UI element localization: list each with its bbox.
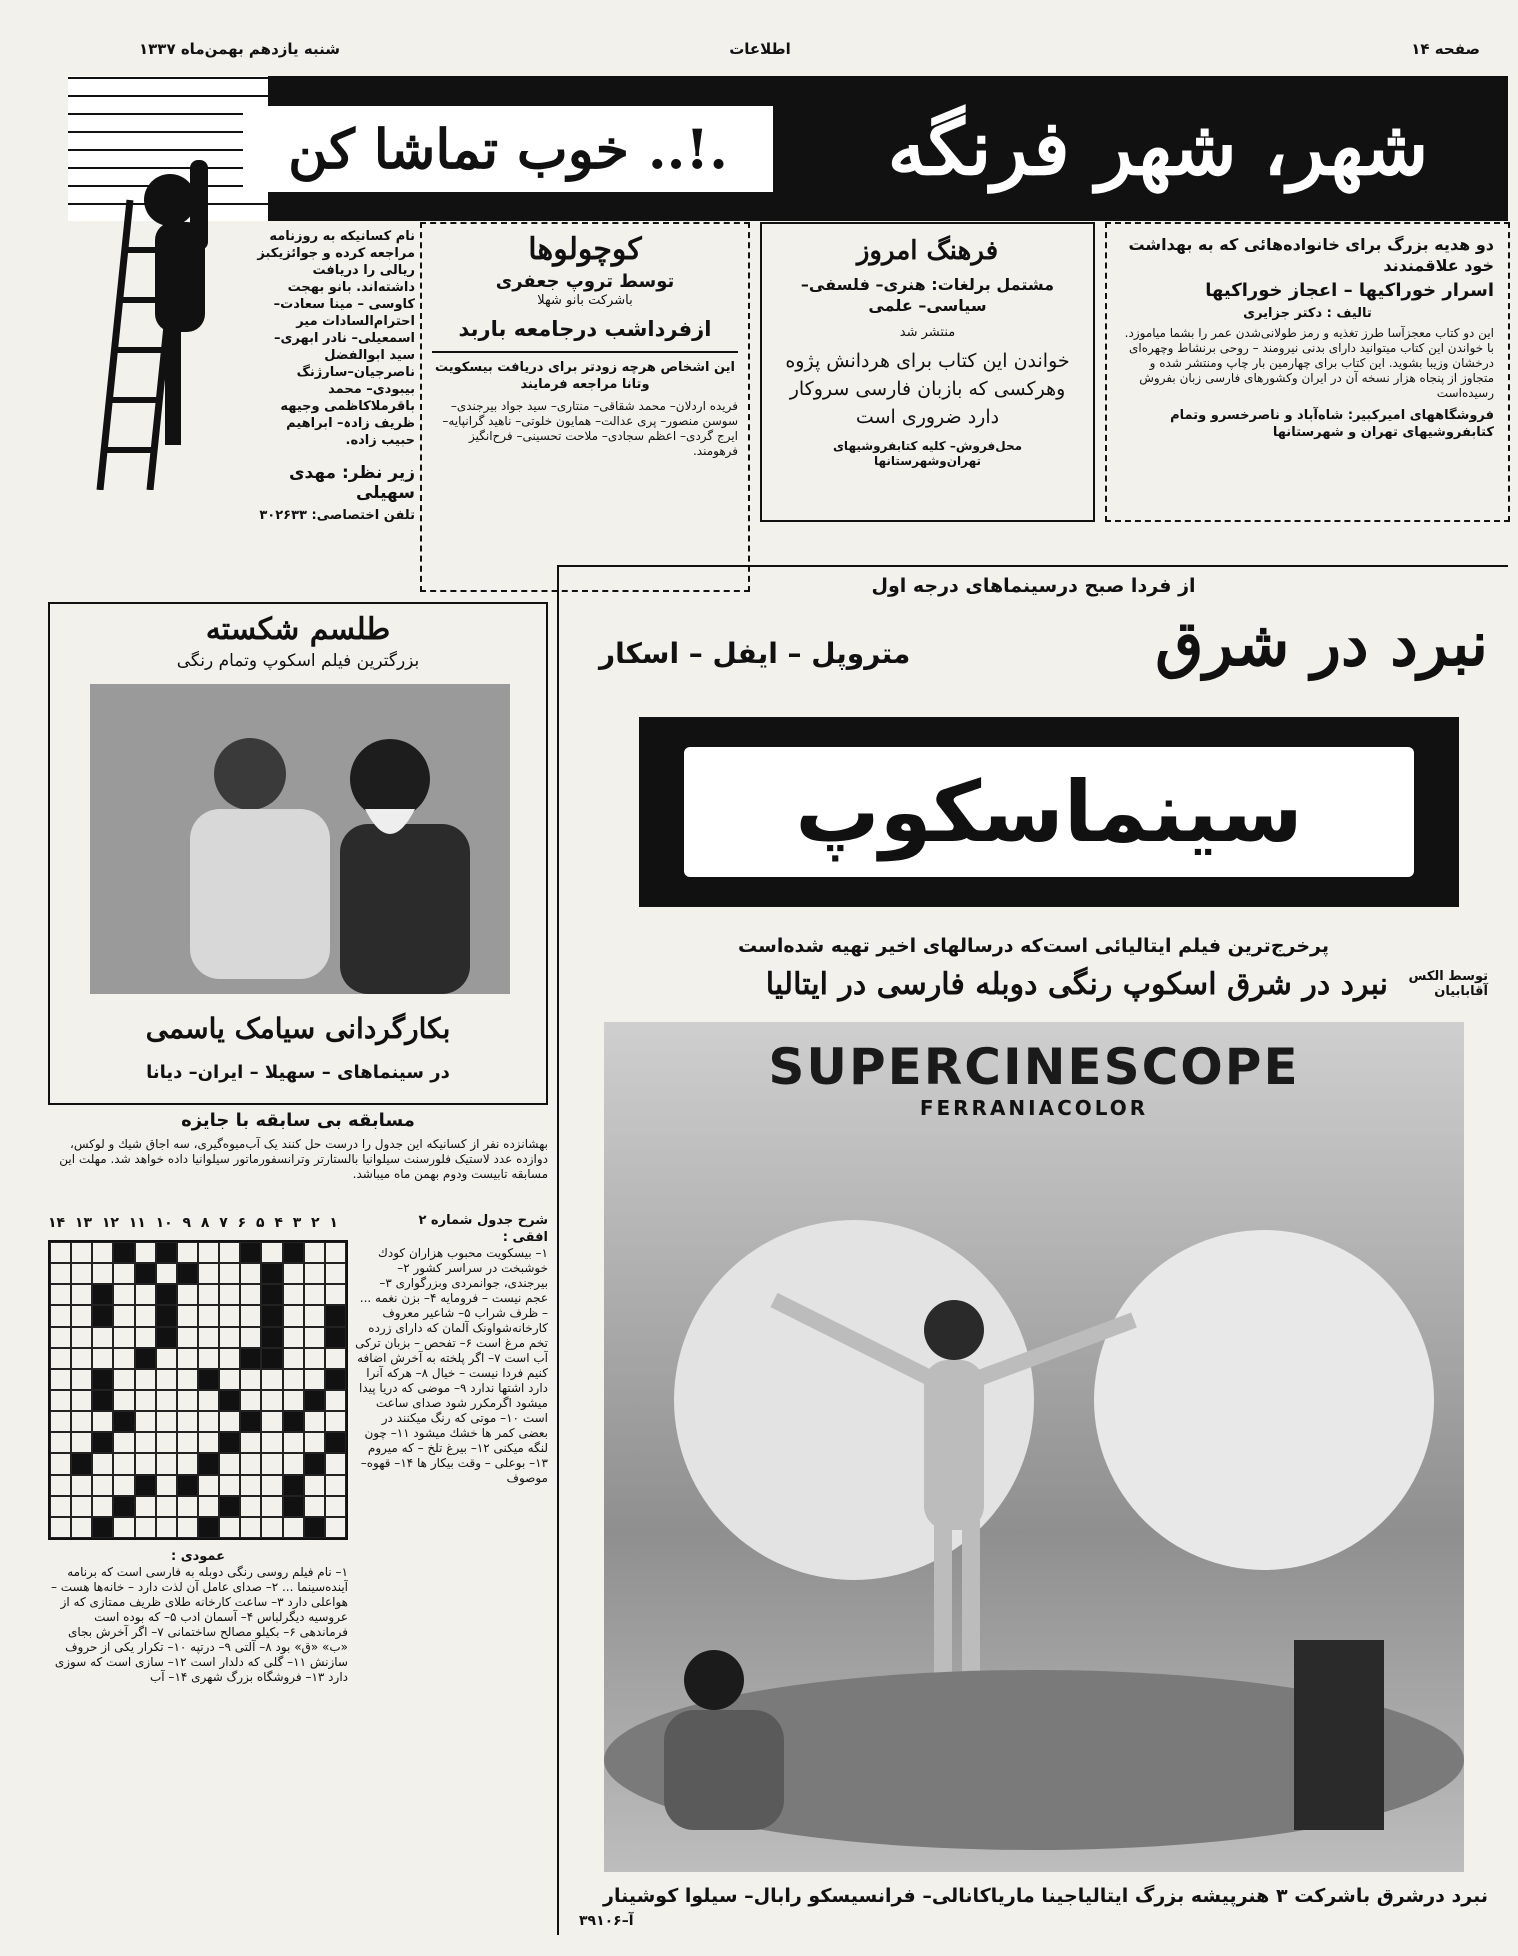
banner-title: شهر، شهر فرنگه [887,103,1429,192]
ad-theatre [420,222,750,592]
crossword-cell[interactable] [71,1348,92,1369]
ad-prize-supervision: زیر نظر: مهدی سهیلی [288,463,415,503]
crossword-cell[interactable] [50,1242,71,1263]
crossword-cell[interactable] [92,1411,113,1432]
crossword-cell[interactable] [240,1263,261,1284]
crossword-cell[interactable] [71,1327,92,1348]
ad-theatre-winners: فریده اردلان– محمد شقاقی– منتاری– سید جواد بیرجندی– سوسن منصور– پری عدالت– همایون خلوتی– ناهید گرانپایه– ایرج گردی– اعظم سجادی– ملاحت تحسینی– فرح‌انگیز فرهومند. [442,399,738,458]
crossword-vertical-label: عمودی : [170,1549,226,1564]
crossword-cell[interactable] [198,1263,219,1284]
crossword-cell[interactable] [304,1263,325,1284]
crossword-cell[interactable] [283,1348,304,1369]
ad-books [1105,222,1510,522]
crossword-cell[interactable] [198,1242,219,1263]
ad-books-title: اسرار خوراکیها – اعجاز خوراکیها [1205,280,1494,301]
crossword-cell[interactable] [304,1411,325,1432]
crossword-cell[interactable] [261,1475,282,1496]
crossword-cell[interactable] [92,1475,113,1496]
crossword-cell[interactable] [304,1475,325,1496]
crossword-cell[interactable] [198,1496,219,1517]
crossword-cell[interactable] [113,1263,134,1284]
crossword-cell[interactable] [325,1263,346,1284]
main-ad-top: از فردا صبح درسینماهای درجه اول [871,575,1196,597]
crossword-cell[interactable] [113,1390,134,1411]
crossword-cell[interactable] [113,1305,134,1326]
crossword-cell[interactable] [198,1305,219,1326]
ad-dictionary [760,222,1095,522]
main-ad-dubbed-by: توسط الکس آقابابیان [1408,969,1488,999]
crossword-cell [325,1305,346,1326]
crossword-cell[interactable] [240,1305,261,1326]
crossword-cell[interactable] [177,1496,198,1517]
crossword-cell[interactable] [177,1327,198,1348]
crossword-cell[interactable] [177,1348,198,1369]
crossword-cell[interactable] [177,1305,198,1326]
crossword-clues-horizontal [355,1212,548,1632]
crossword-cell[interactable] [135,1284,156,1305]
main-ad-cinemas: متروپل – ایفل – اسکار [599,637,911,670]
crossword-cell[interactable] [219,1284,240,1305]
crossword-cell[interactable] [50,1411,71,1432]
crossword-cell [261,1327,282,1348]
ad-dictionary-stores: محل‌فروش– کلیه کتابفروشیهای تهران‌وشهرستانها [832,439,1023,468]
crossword-cell[interactable] [304,1284,325,1305]
page-number: صفحه ۱۴ [1411,40,1480,58]
crossword-cell [156,1305,177,1326]
crossword-cell [240,1242,261,1263]
crossword-cell [92,1432,113,1453]
crossword-cell[interactable] [198,1475,219,1496]
ad-prize-phone: تلفن اختصاصی: ۳۰۲۶۳۳ [259,508,415,523]
crossword-cell[interactable] [177,1369,198,1390]
crossword-cell[interactable] [240,1390,261,1411]
crossword-cell[interactable] [135,1432,156,1453]
ad-theatre-date: ازفرداشب درجامعه باربد [458,317,712,341]
crossword-cell[interactable] [240,1453,261,1474]
crossword-cell[interactable] [113,1348,134,1369]
crossword-cell [283,1475,304,1496]
crossword-cell [283,1496,304,1517]
crossword-cell[interactable] [283,1263,304,1284]
crossword-cell[interactable] [113,1432,134,1453]
ad-theatre-winners-intro: این اشخاص هرچه زودتر برای دریافت بیسکویت وتانا مراجعه فرمایند [434,360,736,392]
main-film-ad [557,565,1508,1935]
crossword-explain-title: شرح جدول شماره ۲ [418,1213,548,1228]
crossword-cell[interactable] [92,1327,113,1348]
crossword-cell[interactable] [135,1369,156,1390]
crossword-cell[interactable] [113,1453,134,1474]
film-left-cinemas: در سینماهای – سهیلا – ایران– دیانا [146,1062,450,1083]
crossword-cell [177,1475,198,1496]
crossword-cell [135,1348,156,1369]
ad-dictionary-status: منتشر شد [899,325,956,340]
crossword-cell[interactable] [177,1284,198,1305]
main-ad-cast: نبرد درشرق باشرکت ۳ هنرپیشه بزرگ ایتالیا‌جینا ماریاکانالی– فرانسیسکو رابال– سیلوا کوشینار [603,1885,1488,1907]
crossword-cell[interactable] [50,1327,71,1348]
crossword-cell [261,1263,282,1284]
banner-subtitle: خوب تماشا کن ..!. [243,106,773,192]
crossword-cell[interactable] [156,1411,177,1432]
crossword-cell[interactable] [71,1263,92,1284]
crossword-cell [71,1453,92,1474]
crossword-cell[interactable] [50,1517,71,1538]
crossword-cell [198,1517,219,1538]
crossword-column-numbers: ۱۴ ۱۳ ۱۲ ۱۱ ۱۰ ۹ ۸ ۷ ۶ ۵ ۴ ۳ ۲ ۱ [48,1215,338,1231]
main-ad-code: آ–۳۹۱۰۶ [579,1913,634,1929]
crossword-cell[interactable] [71,1305,92,1326]
crossword-cell[interactable] [219,1305,240,1326]
crossword-intro: بهشانزده نفر از کسانیکه این جدول را درست حل کنند یک آب‌میوه‌گیری، سه اجاق شیك و لوکس، دوازده عدد لاستیک فلورسنت سیلوانیا بالستارتر وترانسفورماتور سیلوانیا داده خواهد شد. مهلت این مسابقه تابیست ودوم بهمن ماه میباشد. [59,1137,548,1181]
crossword-cell[interactable] [198,1284,219,1305]
crossword-cell[interactable] [219,1475,240,1496]
film-still-photo [90,684,510,994]
crossword-cell[interactable] [177,1432,198,1453]
crossword-cell[interactable] [50,1284,71,1305]
crossword-cell [177,1263,198,1284]
crossword-cell[interactable] [325,1390,346,1411]
crossword-cell[interactable] [156,1432,177,1453]
crossword-cell[interactable] [261,1453,282,1474]
crossword-cell[interactable] [304,1305,325,1326]
crossword-cell[interactable] [135,1327,156,1348]
crossword-cell [113,1411,134,1432]
crossword-cell[interactable] [50,1432,71,1453]
crossword-cell [325,1369,346,1390]
crossword-cell[interactable] [156,1369,177,1390]
ad-theatre-with: باشرکت بانو شهلا [537,293,633,308]
crossword-cell[interactable] [261,1517,282,1538]
crossword-cell[interactable] [113,1517,134,1538]
crossword-cell[interactable] [261,1411,282,1432]
crossword-cell[interactable] [198,1348,219,1369]
crossword-cell[interactable] [325,1453,346,1474]
crossword-cell[interactable] [240,1327,261,1348]
crossword-cell[interactable] [261,1432,282,1453]
crossword-cell[interactable] [261,1390,282,1411]
banner [68,76,1508,221]
cinemascope-logo-block [639,717,1459,907]
crossword-cell[interactable] [283,1432,304,1453]
paper-name: اطلاعات [729,40,791,58]
crossword-cell[interactable] [240,1496,261,1517]
crossword-cell[interactable] [177,1411,198,1432]
crossword-cell [156,1327,177,1348]
cinemascope-logo: سینماسکوپ [684,747,1414,877]
crossword-contest [48,1110,548,1182]
issue-date: شنبه یازدهم بهمن‌ماه ۱۳۳۷ [138,40,340,58]
crossword-cell[interactable] [283,1327,304,1348]
crossword-cell[interactable] [135,1242,156,1263]
crossword-cell[interactable] [135,1496,156,1517]
ad-theatre-troupe: توسط تروپ جعفری [495,271,675,292]
crossword-cell [240,1348,261,1369]
crossword-cell[interactable] [219,1369,240,1390]
crossword-cell [261,1348,282,1369]
crossword-cell[interactable] [325,1475,346,1496]
main-ad-line2: نبرد در شرق اسکوپ رنگی دوبله فارسی در ایتالیا [765,967,1388,1002]
crossword-cell[interactable] [71,1390,92,1411]
crossword-cell[interactable] [304,1327,325,1348]
crossword-cell[interactable] [283,1517,304,1538]
crossword-cell[interactable] [177,1453,198,1474]
crossword-cell[interactable] [113,1369,134,1390]
crossword-vertical-clues: ۱– نام فیلم روسی رنگی دوبله به فارسی است که برنامه آینده‌سینما ... ۲– صدای عامل آن لذت دارد – خانه‌ها هست – هواعلی دارد ۳– ساعت کارخانه طلای ظریف ممتازی که از عروسیه دیگرلباس ۴– آسمان ادب ۵– که بوده است فرماندهی ۶– بکیلو مصالح ساختمانی ۷– اگر آخرش بجای «ب» «ق» بود ۸– آلتی ۹– درتپه ۱۰– تکرار یکی از حروف سازنش ۱۱– گلی که دلدار است ۱۲– سازی است که سوزی دارد ۱۳– فروشگاه بزرگ شهری ۱۴– آب [50,1565,348,1684]
crossword-cell[interactable] [156,1475,177,1496]
crossword-cell[interactable] [240,1432,261,1453]
crossword-cell[interactable] [325,1242,346,1263]
crossword-cell[interactable] [325,1411,346,1432]
ad-prize-body: نام کسانیکه به روزنامه مراجعه کرده و جوائزیکبز ریالی را دریافت داشته‌اند. بانو بهجت کاوسی – مینا سعادت– احترام‌السادات میر اسمعیلی– نادر ابهری–سید ابوالفضل ناصرجیان–سارژنگ بیبودی– محمد باقرملاکاظمی وجیهه ظریف زادہ– ابراهیم حبیب زاده. [257,229,415,448]
crossword-cell [219,1390,240,1411]
crossword-cell[interactable] [177,1390,198,1411]
crossword-cell[interactable] [156,1517,177,1538]
film-left-title: طلسم شکسته [205,612,391,647]
ad-dictionary-body: خواندن این کتاب برای هردانش پژوه وهرکسی که بازبان فارسی سروکار دارد ضروری است [785,350,1070,428]
crossword-cell[interactable] [92,1453,113,1474]
crossword-cell[interactable] [156,1496,177,1517]
ad-books-intro: دو هدیه بزرگ برای خانواده‌هائی که به بهداشت خود علاقمندند [1128,235,1494,275]
crossword-cell[interactable] [198,1411,219,1432]
crossword-cell[interactable] [219,1453,240,1474]
crossword-cell[interactable] [283,1369,304,1390]
crossword-cell[interactable] [71,1475,92,1496]
film-left-subtitle: بزرگترین فیلم اسکوپ وتمام رنگی [176,651,420,671]
main-ad-line1: پرخرج‌ترین فیلم ایتالیائی است‌که درسالهای اخیر تهیه شده‌است [738,935,1329,957]
crossword-cell [304,1453,325,1474]
crossword-cell[interactable] [50,1305,71,1326]
poster-photo [604,1022,1464,1872]
crossword-cell[interactable] [71,1369,92,1390]
crossword-cell[interactable] [113,1284,134,1305]
crossword-cell[interactable] [219,1242,240,1263]
ad-dictionary-title: فرهنگ امروز [856,236,999,266]
crossword-cell[interactable] [50,1453,71,1474]
crossword-cell[interactable] [219,1348,240,1369]
crossword-cell[interactable] [325,1517,346,1538]
ladder-climber-illustration [70,160,280,490]
crossword-cell[interactable] [325,1348,346,1369]
crossword-cell[interactable] [92,1348,113,1369]
crossword-cell[interactable] [113,1327,134,1348]
crossword-cell[interactable] [71,1496,92,1517]
crossword-cell[interactable] [304,1242,325,1263]
ad-books-author: تالیف : دکتر جزایری [1243,306,1372,321]
crossword-cell[interactable] [50,1263,71,1284]
crossword-cell[interactable] [219,1327,240,1348]
crossword-cell[interactable] [71,1284,92,1305]
crossword-cell[interactable] [240,1284,261,1305]
crossword-cell[interactable] [304,1369,325,1390]
crossword-cell [219,1432,240,1453]
crossword-clues-vertical [48,1548,348,1908]
crossword-cell [92,1284,113,1305]
ad-books-body: این دو کتاب معجزآسا طرز تغذیه و رمز طولانی‌شدن عمر را بشما میاموزد. با خواندن این کتاب میتوانید دارای بدنی نیرومند – روحی برنشاط وچهره‌ای درخشان وزیبا بشوید. این کتاب برای چهارمین بار چاپ ومنتشر شده و متجاوز از پنجاه هزار نسخه آن در ایران وکشورهای فارسی زبان بفروش رسیده‌است [1124,326,1494,400]
main-ad-title: نبرد در شرق [1155,607,1488,680]
crossword-cell[interactable] [240,1517,261,1538]
crossword-cell[interactable] [156,1390,177,1411]
crossword-cell [92,1305,113,1326]
crossword-cell[interactable] [135,1453,156,1474]
crossword-cell[interactable] [135,1411,156,1432]
ad-books-stores: فروشگاههای امیرکبیر: شاه‌آباد و ناصرخسرو وتمام کتابفروشیهای تهران و شهرستانها [1170,408,1494,440]
crossword-horizontal-label: افقی : [502,1230,548,1245]
crossword-cell[interactable] [92,1496,113,1517]
crossword-cell [198,1369,219,1390]
film-left-director: بکارگردانی سیامک یاسمی [145,1012,451,1045]
crossword-cell[interactable] [240,1369,261,1390]
ad-prize [255,228,415,588]
crossword-cell[interactable] [198,1390,219,1411]
crossword-cell[interactable] [325,1284,346,1305]
crossword-cell [198,1453,219,1474]
crossword-cell [304,1517,325,1538]
crossword-cell[interactable] [304,1432,325,1453]
crossword-cell[interactable] [219,1517,240,1538]
poster-subtitle: FERRANIACOLOR [919,1096,1149,1120]
crossword-cell [240,1411,261,1432]
crossword-cell [261,1305,282,1326]
ad-theatre-title: کوچولوها [528,232,642,267]
dancers-illustration [604,1120,1464,1860]
film-left-ad [48,602,548,1105]
ad-dictionary-subtitle: مشتمل برلغات: هنری– فلسفی– سیاسی– علمی [800,275,1055,315]
crossword-cell [135,1263,156,1284]
poster-title: SUPERCINESCOPE [768,1038,1300,1096]
crossword-cell[interactable] [304,1496,325,1517]
crossword-cell[interactable] [198,1327,219,1348]
crossword-grid[interactable] [48,1240,348,1540]
crossword-cell[interactable] [50,1348,71,1369]
crossword-cell [92,1390,113,1411]
crossword-cell[interactable] [156,1263,177,1284]
crossword-cell [113,1242,134,1263]
crossword-cell [92,1369,113,1390]
crossword-cell[interactable] [219,1411,240,1432]
crossword-cell[interactable] [71,1242,92,1263]
crossword-cell [283,1242,304,1263]
crossword-cell[interactable] [113,1475,134,1496]
crossword-cell[interactable] [50,1475,71,1496]
crossword-cell [325,1327,346,1348]
crossword-cell[interactable] [135,1517,156,1538]
crossword-cell [113,1496,134,1517]
crossword-cell[interactable] [50,1496,71,1517]
crossword-cell[interactable] [71,1432,92,1453]
crossword-cell [283,1411,304,1432]
crossword-cell[interactable] [283,1284,304,1305]
crossword-cell[interactable] [177,1242,198,1263]
crossword-cell[interactable] [261,1496,282,1517]
crossword-cell [219,1496,240,1517]
crossword-cell [92,1517,113,1538]
crossword-cell [135,1475,156,1496]
crossword-cell[interactable] [283,1453,304,1474]
crossword-cell[interactable] [50,1369,71,1390]
crossword-cell[interactable] [325,1496,346,1517]
crossword-cell[interactable] [283,1390,304,1411]
crossword-cell[interactable] [304,1348,325,1369]
crossword-cell[interactable] [261,1242,282,1263]
crossword-cell[interactable] [283,1305,304,1326]
crossword-cell[interactable] [198,1432,219,1453]
crossword-cell[interactable] [156,1348,177,1369]
crossword-clues: ۱– بیسکویت محبوب هزاران کودك خوشبخت در سراسر کشور ۲– بیرجندی، جوانمردی وبزرگواری ۳– عجم نیست – فرومایه ۴– بزن نغمه ... – ظرف شراب ۵– شاعیر معروف کارخانه‌شواونک آلمان که دارای زرده تخم مرغ است ۶– تفحص – بزبان ترکی آب است ۷– اگر پلخته به آخرش اضافه کنیم فردا نیست – خیال ۸– هرکه آنرا دارد اشتها‌ ندارد ۹– موضی که دریا پیدا میشود اگرمکرر شود صدای ساعت است ۱۰– موتی که رنگ میکنند در بعضی کمر ها خشك میشود ۱۱– چون لنگه میکنی ۱۲– بیرغ تلخ – که میروم ۱۳– بوعلی – وقت بیکار ها ۱۴– قهوه– موصوف [355,1246,548,1485]
crossword-cell [304,1390,325,1411]
crossword-cell[interactable] [135,1390,156,1411]
crossword-cell[interactable] [240,1475,261,1496]
crossword-cell [325,1432,346,1453]
crossword-cell[interactable] [177,1517,198,1538]
crossword-title: مسابقه بی سابقه با جایزه [181,1110,415,1131]
crossword-cell[interactable] [156,1453,177,1474]
crossword-cell[interactable] [261,1369,282,1390]
crossword-cell[interactable] [219,1263,240,1284]
crossword-cell [261,1284,282,1305]
crossword-cell[interactable] [92,1242,113,1263]
crossword-cell[interactable] [71,1517,92,1538]
crossword-cell[interactable] [50,1390,71,1411]
crossword-cell [156,1242,177,1263]
crossword-cell[interactable] [92,1263,113,1284]
crossword-cell[interactable] [135,1305,156,1326]
crossword-cell [156,1284,177,1305]
crossword-cell[interactable] [71,1411,92,1432]
